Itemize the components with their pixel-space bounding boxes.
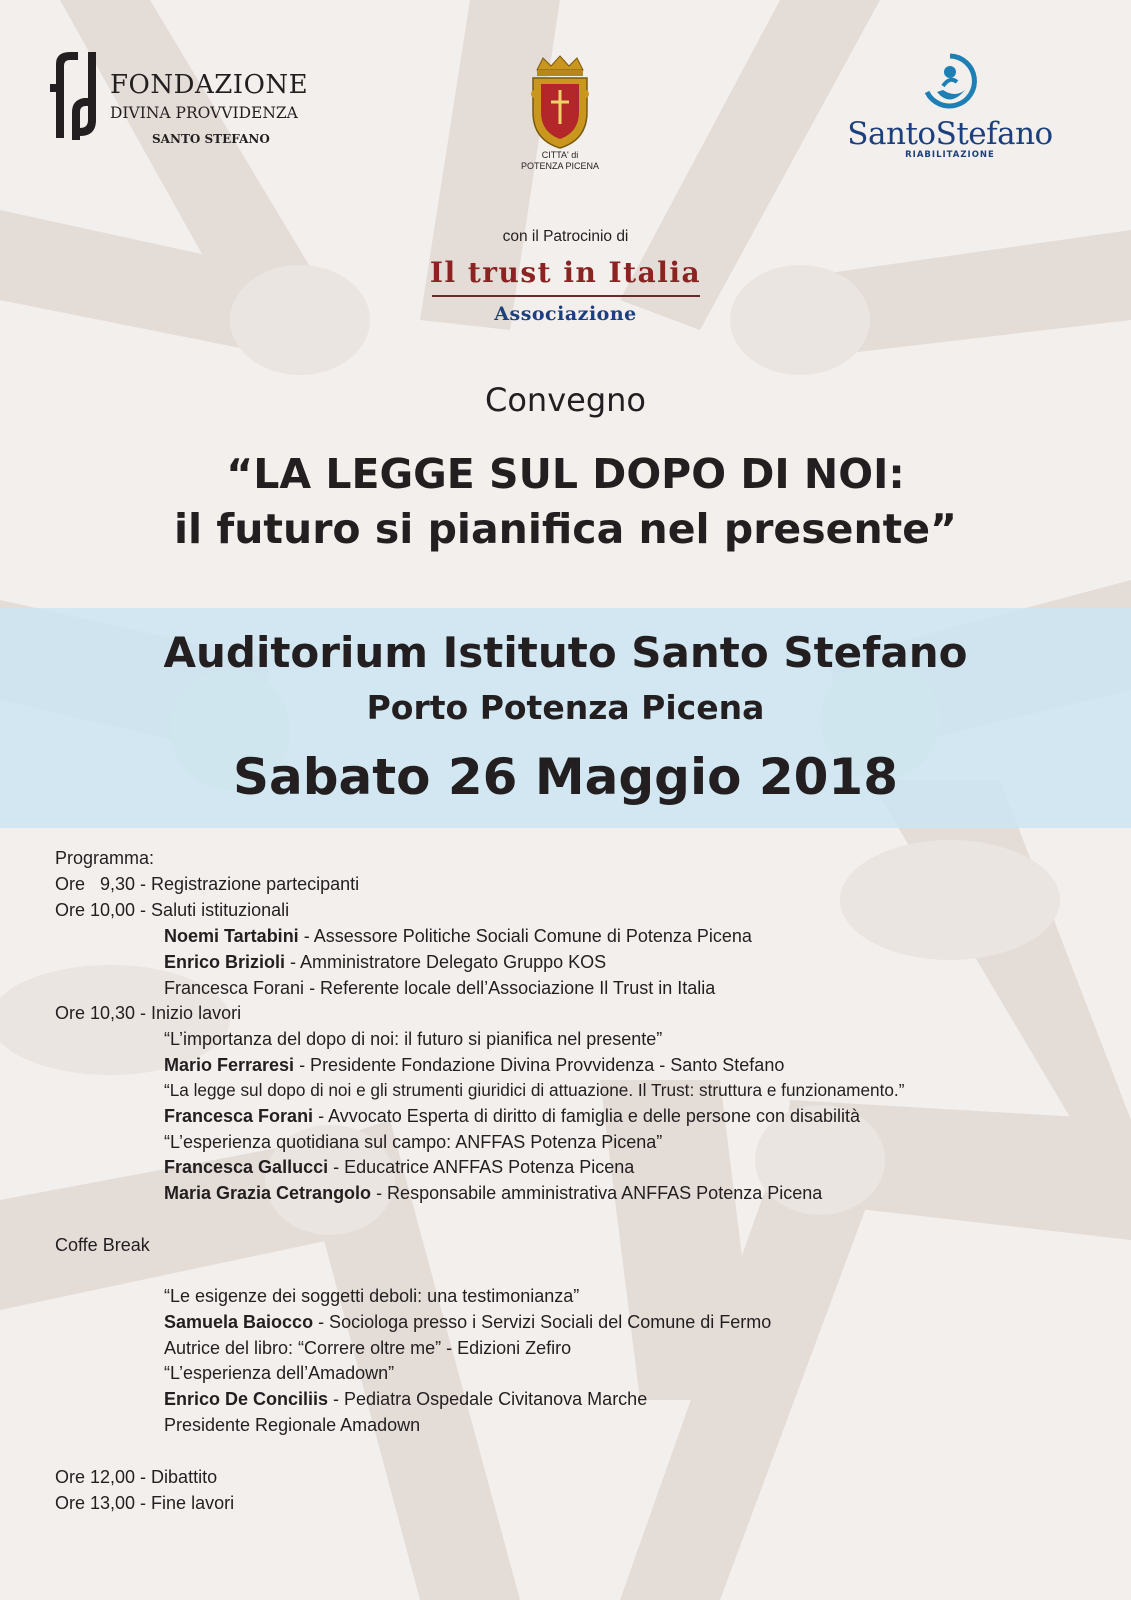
programme-item xyxy=(55,1493,234,1514)
trust-org-type: Associazione xyxy=(494,303,637,325)
programme-item xyxy=(55,874,359,895)
speaker-role: - Assessore Politiche Sociali Comune di Potenza Picena xyxy=(298,926,752,946)
programme-item xyxy=(164,1312,771,1333)
fondazione-name-line1: FONDAZIONE xyxy=(110,70,309,100)
city-crest-icon xyxy=(527,54,593,150)
speaker-name: Maria Grazia Cetrangolo xyxy=(164,1183,372,1203)
speaker-role: - Presidente Fondazione Divina Provvidenza - Santo Stefano xyxy=(294,1055,785,1075)
programme-item xyxy=(55,900,289,921)
speaker-role: - Avvocato Esperta di diritto di famiglia e delle persone con disabilità xyxy=(313,1106,861,1126)
programme-text: Dibattito xyxy=(146,1467,218,1487)
fondazione-monogram-icon xyxy=(50,50,110,145)
speaker-name: Enrico De Conciliis xyxy=(164,1389,329,1409)
fondazione-name-line2: DIVINA PROVVIDENZA xyxy=(110,104,298,122)
santo-stefano-name: SantoStefano xyxy=(847,116,1053,152)
santo-stefano-emblem-icon xyxy=(919,50,981,112)
programme-item xyxy=(55,1003,241,1024)
patrocinio-section xyxy=(0,228,1131,325)
talk-title: “L’esperienza quotidiana sul campo: ANFFAS Potenza Picena” xyxy=(164,1132,663,1152)
trust-org-name: Il trust in Italia xyxy=(429,256,702,289)
programme-item xyxy=(164,1106,860,1127)
talk-title: “L’importanza del dopo di noi: il futuro si pianifica nel presente” xyxy=(164,1029,663,1049)
programme-item xyxy=(164,1183,822,1204)
programme-time: Ore 12,00 - xyxy=(55,1467,147,1487)
speaker-name: Mario Ferraresi xyxy=(164,1055,295,1075)
book-note: Autrice del libro: “Correre oltre me” - Edizioni Zefiro xyxy=(164,1338,572,1358)
event-kind: Convegno xyxy=(485,381,646,419)
santo-stefano-tagline: RIABILITAZIONE xyxy=(905,150,995,160)
coffee-break: Coffe Break xyxy=(55,1235,150,1255)
speaker-name: Samuela Baiocco xyxy=(164,1312,314,1332)
speaker-role: - Sociologa presso i Servizi Sociali del Comune di Fermo xyxy=(313,1312,772,1332)
speaker-role: - Referente locale dell’Associazione Il Trust in Italia xyxy=(304,978,716,998)
speaker-name: Francesca Forani xyxy=(164,1106,314,1126)
programme-time: Ore 10,30 - xyxy=(55,1003,147,1023)
programme-text: Registrazione partecipanti xyxy=(146,874,360,894)
programme-item xyxy=(164,952,606,973)
speaker-role-extra: Presidente Regionale Amadown xyxy=(164,1415,421,1435)
programme-item xyxy=(164,1389,647,1410)
speaker-name: Francesca Forani xyxy=(164,978,305,998)
speaker-name: Noemi Tartabini xyxy=(164,926,299,946)
programme-item xyxy=(164,926,752,947)
programme-item xyxy=(55,1467,217,1488)
programme-text: Inizio lavori xyxy=(146,1003,242,1023)
speaker-role: - Pediatra Ospedale Civitanova Marche xyxy=(328,1389,648,1409)
speaker-role: - Educatrice ANFFAS Potenza Picena xyxy=(328,1157,635,1177)
programme-time: Ore 9,30 - xyxy=(55,874,147,894)
speaker-role: - Amministratore Delegato Gruppo KOS xyxy=(285,952,607,972)
city-crest-logo xyxy=(495,54,625,184)
speaker-role: - Responsabile amministrativa ANFFAS Potenza Picena xyxy=(371,1183,823,1203)
fondazione-logo xyxy=(50,50,350,150)
talk-title: “La legge sul dopo di noi e gli strumenti giuridici di attuazione. Il Trust: struttura e funzionamento.” xyxy=(164,1080,905,1100)
talk-title: “Le esigenze dei soggetti deboli: una testimonianza” xyxy=(164,1286,580,1306)
venue-place: Porto Potenza Picena xyxy=(366,688,765,727)
programme-time: Ore 13,00 - xyxy=(55,1493,147,1513)
city-name-line1: CITTA' di xyxy=(541,150,579,160)
programme-time: Ore 10,00 - xyxy=(55,900,147,920)
talk-title: “L’esperienza dell’Amadown” xyxy=(164,1363,395,1383)
programme-heading: Programma: xyxy=(55,848,155,868)
patrocinio-label: con il Patrocinio di xyxy=(502,228,629,245)
event-date: Sabato 26 Maggio 2018 xyxy=(232,748,899,806)
programme-item xyxy=(164,1157,634,1178)
programme-text: Fine lavori xyxy=(146,1493,235,1513)
speaker-name: Francesca Gallucci xyxy=(164,1157,329,1177)
event-title-line1: “LA LEGGE SUL DOPO DI NOI: xyxy=(226,450,905,498)
programme-text: Saluti istituzionali xyxy=(146,900,290,920)
programme-item xyxy=(164,978,715,999)
santo-stefano-logo xyxy=(820,50,1080,170)
city-name-line2: POTENZA PICENA xyxy=(520,161,600,171)
trust-in-italia-logo xyxy=(428,256,703,325)
fondazione-name-line3: SANTO STEFANO xyxy=(152,132,270,146)
programme-item xyxy=(164,1055,784,1076)
speaker-name: Enrico Brizioli xyxy=(164,952,286,972)
event-title-line2: il futuro si pianifica nel presente” xyxy=(174,505,957,553)
venue-name: Auditorium Istituto Santo Stefano xyxy=(163,628,968,677)
trust-divider xyxy=(432,295,700,297)
